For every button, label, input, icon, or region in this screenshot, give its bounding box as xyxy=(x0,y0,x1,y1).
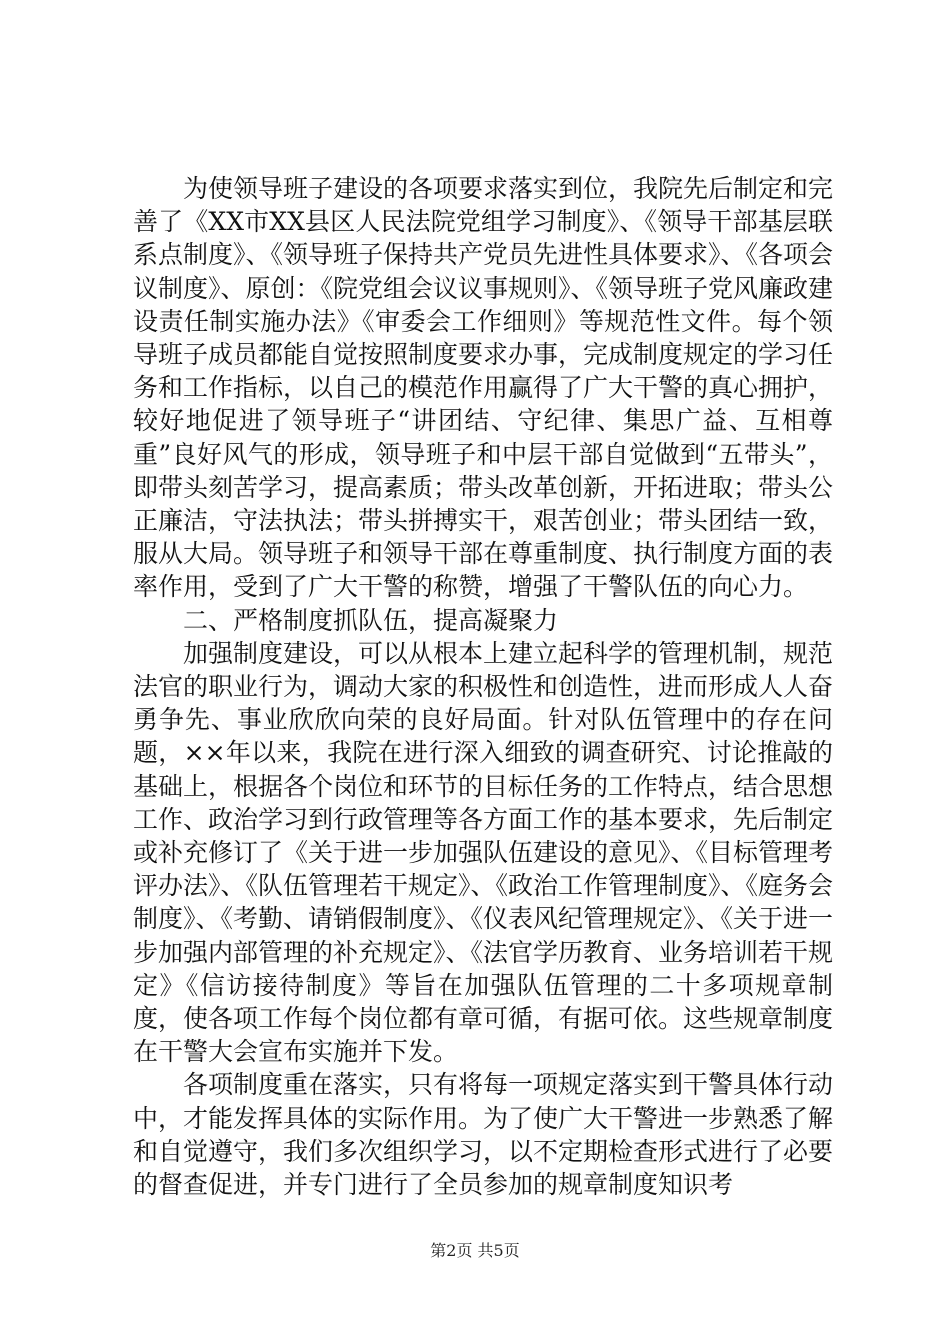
paragraph-leadership-rules: 为使领导班子建设的各项要求落实到位，我院先后制定和完善了《XX市XX县区人民法院党组学习制度》、《领导干部基层联系点制度》、《领导班子保持共产党员先进性具体要求》、《各项会议制度》、原创：《院党组会议议事规则》、《领导班子党风廉政建设责任制实施办法》《审委会工作细则》等规范性文件。每个领导班子成员都能自觉按照制度要求办事，完成制度规定的学习任务和工作指标，以自己的模范作用赢得了广大干警的真心拥护，较好地促进了领导班子“讲团结、守纪律、集思广益、互相尊重”良好风气的形成，领导班子和中层干部自觉做到“五带头”，即带头刻苦学习，提高素质；带头改革创新，开拓进取；带头公正廉洁，守法执法；带头拼搏实干，艰苦创业；带头团结一致，服从大局。领导班子和领导干部在尊重制度、执行制度方面的表率作用，受到了广大干警的称赞，增强了干警队伍的向心力。 xyxy=(133,174,834,602)
document-body xyxy=(133,172,833,1201)
paragraph-team-management: 加强制度建设，可以从根本上建立起科学的管理机制，规范法官的职业行为，调动大家的积极性和创造性，进而形成人人奋勇争先、事业欣欣向荣的良好局面。针对队伍管理中的存在问题，××年以来，我院在进行深入细致的调查研究、讨论推敲的基础上，根据各个岗位和环节的目标任务的工作特点，结合思想工作、政治学习到行政管理等各方面工作的基本要求，先后制定或补充修订了《关于进一步加强队伍建设的意见》、《目标管理考评办法》、《队伍管理若干规定》、《政治工作管理制度》、《庭务会制度》、《考勤、请销假制度》、《仪表风纪管理规定》、《关于进一步加强内部管理的补充规定》、《法官学历教育、业务培训若干规定》《信访接待制度》等旨在加强队伍管理的二十多项规章制度，使各项工作每个岗位都有章可循，有据可依。这些规章制度在干警大会宣布实施并下发。 xyxy=(133,638,834,1067)
section-heading: 二、严格制度抓队伍，提高凝聚力 xyxy=(183,605,559,635)
paragraph-implementation: 各项制度重在落实，只有将每一项规定落实到干警具体行动中，才能发挥具体的实际作用。为了使广大干警进一步熟悉了解和自觉遵守，我们多次组织学习，以不定期检查形式进行了必要的督查促进，并专门进行了全员参加的规章制度知识考 xyxy=(133,1070,834,1200)
page-number-footer: 第2页 共5页 xyxy=(430,1241,520,1260)
